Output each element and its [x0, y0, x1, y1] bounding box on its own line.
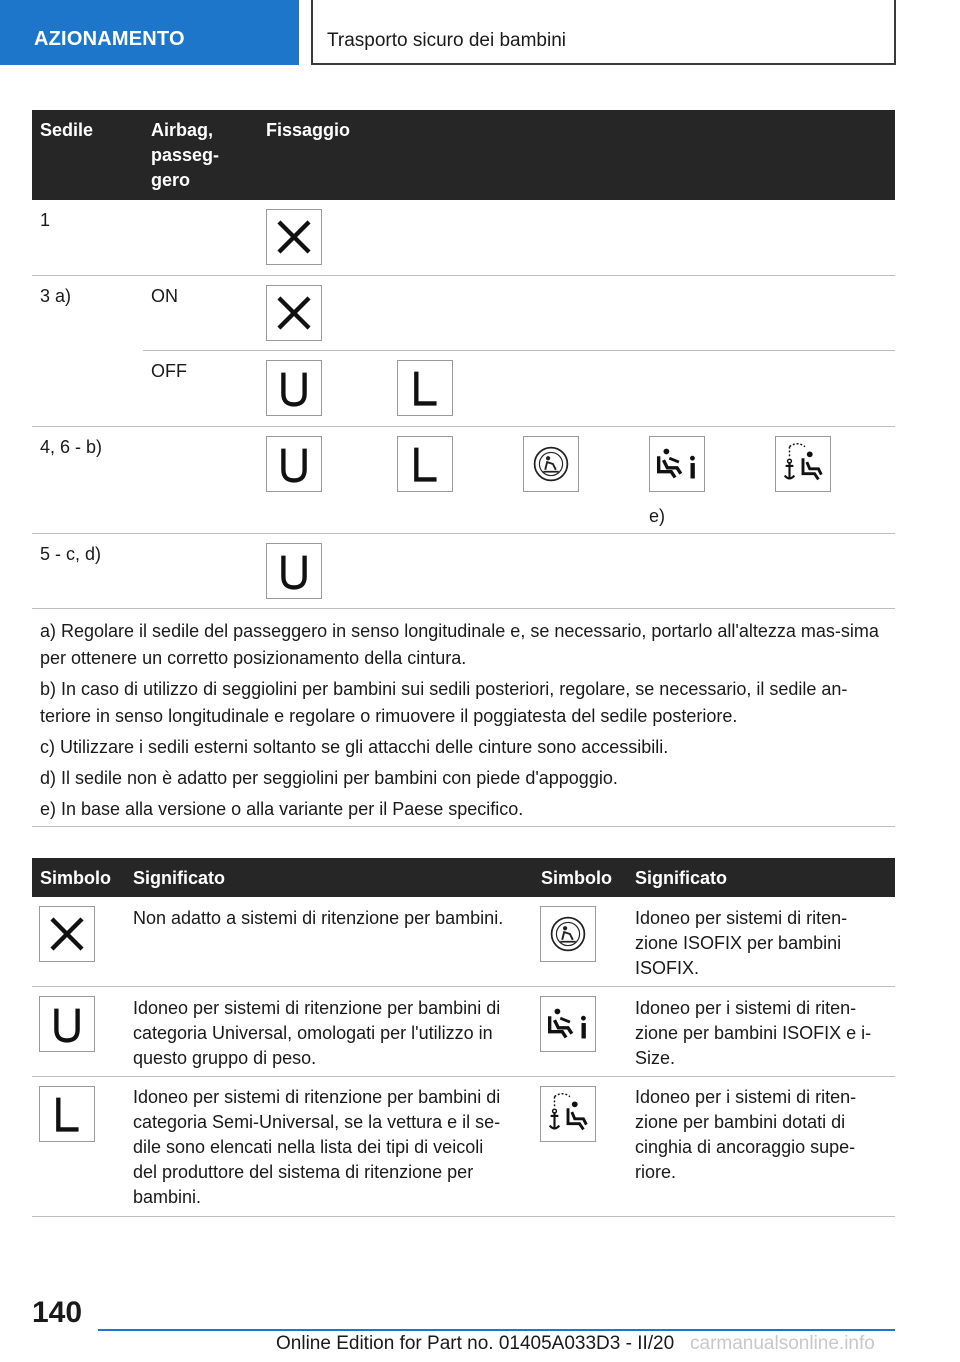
text-line: Non adatto a sistemi di ritenzione per bambini.: [133, 908, 504, 928]
table2-col-meaning-2: Significato: [635, 868, 728, 888]
text-line: categoria Semi-Universal, se la vettura e il se-: [133, 1112, 501, 1132]
row2-airbag: ON: [151, 286, 178, 306]
legend-isize-text: [635, 996, 871, 1071]
legend-isofix-text: [635, 906, 847, 981]
airbag-line-1: Airbag,: [151, 120, 214, 140]
top-tether-icon: [540, 1086, 596, 1142]
table2-col-meaning-1: Significato: [133, 868, 226, 888]
row4-seat: 4, 6 - b): [40, 437, 103, 457]
note-e: e) In base alla versione o alla variante per il Paese specifico.: [40, 799, 524, 819]
top-tether-icon: [775, 436, 831, 492]
row3-airbag: OFF: [151, 361, 187, 381]
airbag-line-2: passeg-: [151, 145, 220, 165]
table2-rule: [32, 986, 895, 987]
page-number: 140: [32, 1296, 83, 1329]
table2-col-symbol-2: Simbolo: [541, 868, 612, 888]
text-line: zione ISOFIX per bambini: [635, 933, 842, 953]
isofix-seat-icon: [523, 436, 579, 492]
u-letter-icon: [266, 360, 322, 416]
airbag-line-3: gero: [151, 170, 191, 190]
text-line: riore.: [635, 1162, 677, 1182]
text-line: Idoneo per sistemi di riten-: [635, 908, 848, 928]
legend-l-text: [133, 1085, 500, 1210]
l-letter-icon: [397, 436, 453, 492]
text-line: bambini.: [133, 1187, 202, 1207]
l-letter-icon: [39, 1086, 95, 1142]
table1-bottom-rule: [32, 826, 895, 827]
table1-rule: [143, 350, 895, 351]
note-b: b) In caso di utilizzo di seggiolini per bambini sui sedili posteriori, regolare, se necessario, il sedile an-teriore in senso longitudinale e regolare o rimuovere il poggiatesta del sedile posteriore.: [40, 679, 848, 726]
footer-rule: [98, 1329, 895, 1331]
text-line: Idoneo per sistemi di ritenzione per bambini di: [133, 998, 501, 1018]
x-mark-icon: [266, 209, 322, 265]
table1-rule: [32, 275, 895, 276]
text-line: Idoneo per i sistemi di riten-: [635, 998, 857, 1018]
note-c: c) Utilizzare i sedili esterni soltanto se gli attacchi delle cinture sono accessibili.: [40, 737, 669, 757]
isofix-isize-icon: [649, 436, 705, 492]
text-line: dile sono elencati nella lista dei tipi di veicoli: [133, 1137, 484, 1157]
text-line: cinghia di ancoraggio supe-: [635, 1137, 856, 1157]
row1-seat: 1: [40, 210, 51, 230]
watermark: carmanualsonline.info: [690, 1333, 875, 1354]
u-letter-icon: [39, 996, 95, 1052]
row5-seat: 5 - c, d): [40, 544, 102, 564]
table1-col-airbag: [151, 118, 219, 193]
table2-rule: [32, 1076, 895, 1077]
table1-rule: [32, 426, 895, 427]
text-line: Idoneo per i sistemi di riten-: [635, 1087, 857, 1107]
u-letter-icon: [266, 436, 322, 492]
note-d: d) Il sedile non è adatto per seggiolini per bambini con piede d'appoggio.: [40, 768, 618, 788]
table1-col-fixing: Fissaggio: [266, 120, 351, 140]
text-line: zione per bambini dotati di: [635, 1112, 846, 1132]
row4-icon-note: e): [649, 506, 666, 526]
note-a: a) Regolare il sedile del passeggero in senso longitudinale e, se necessario, portarlo all'altezza mas-sima per ottenere un corretto posizionamento della cintura.: [40, 621, 879, 668]
isofix-isize-icon: [540, 996, 596, 1052]
text-line: del produttore del sistema di ritenzione per: [133, 1162, 474, 1182]
legend-x-text: [133, 906, 503, 931]
text-line: Idoneo per sistemi di ritenzione per bambini di: [133, 1087, 501, 1107]
table1-rule: [32, 533, 895, 534]
text-line: categoria Universal, omologati per l'utilizzo in: [133, 1023, 493, 1043]
section-tab: AZIONAMENTO: [0, 0, 299, 65]
footer-edition: Online Edition for Part no. 01405A033D3 - II/20: [276, 1333, 675, 1354]
text-line: zione per bambini ISOFIX e i-: [635, 1023, 872, 1043]
l-letter-icon: [397, 360, 453, 416]
x-mark-icon: [266, 285, 322, 341]
page-title: Trasporto sicuro dei bambini: [311, 0, 896, 65]
text-line: questo gruppo di peso.: [133, 1048, 317, 1068]
text-line: ISOFIX.: [635, 958, 700, 978]
u-letter-icon: [266, 543, 322, 599]
table1-col-seat: Sedile: [40, 120, 94, 140]
x-mark-icon: [39, 906, 95, 962]
row2-seat: 3 a): [40, 286, 72, 306]
legend-u-text: [133, 996, 500, 1071]
legend-tether-text: [635, 1085, 856, 1185]
table1-rule: [32, 608, 895, 609]
text-line: Size.: [635, 1048, 676, 1068]
table2-col-symbol-1: Simbolo: [40, 868, 111, 888]
table1-notes: [40, 618, 890, 827]
isofix-seat-icon: [540, 906, 596, 962]
table2-bottom-rule: [32, 1216, 895, 1217]
